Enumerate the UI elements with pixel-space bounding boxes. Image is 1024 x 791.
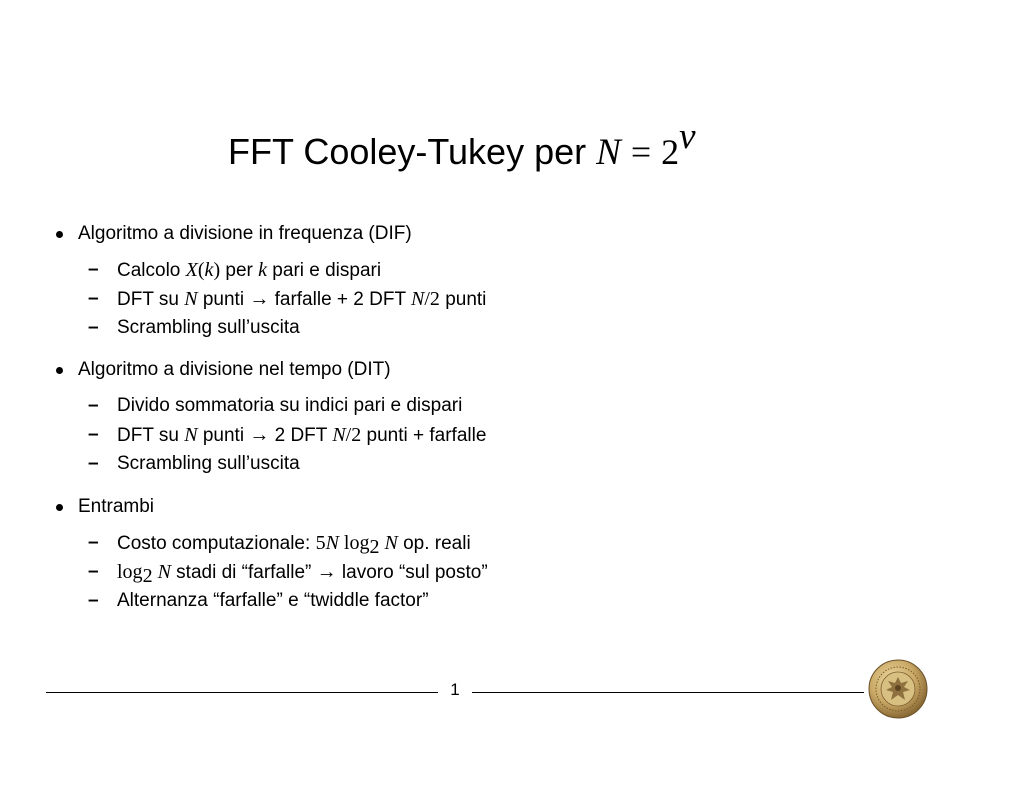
dash-icon: – <box>88 288 99 309</box>
item-text: pari e dispari <box>267 260 382 281</box>
bullet-dot-icon <box>56 367 63 374</box>
item-text: Scrambling sull’uscita <box>117 317 300 338</box>
item-text: 2 DFT <box>269 425 333 446</box>
math-k: k <box>204 259 214 281</box>
math-paren-open: ( <box>197 259 205 281</box>
math-log-base: 2 <box>142 565 153 587</box>
math-half: /2 <box>345 424 362 446</box>
dash-icon: – <box>88 259 99 280</box>
dash-icon: – <box>88 317 99 338</box>
item-text: stadi di “farfalle” <box>170 562 317 583</box>
math-k: k <box>258 259 268 281</box>
item-text: lavoro “sul posto” <box>336 562 488 583</box>
item-text: Calcolo <box>117 260 186 281</box>
item-text: Costo computazionale: <box>117 533 316 554</box>
bullet-label: Algoritmo a divisione nel tempo (DIT) <box>78 359 391 380</box>
arrow-right-icon: → <box>249 288 270 310</box>
item-text: punti + farfalle <box>361 425 487 446</box>
title-math-lhs: N <box>596 132 621 173</box>
item-text: op. reali <box>397 533 471 554</box>
math-log: log <box>117 561 143 583</box>
math-n: N <box>184 424 198 446</box>
item-text: punti <box>439 289 487 310</box>
bullet-label: Algoritmo a divisione in frequenza (DIF) <box>78 223 412 244</box>
item-text: Alternanza “farfalle” e “twiddle factor” <box>117 590 429 611</box>
dash-icon: – <box>88 395 99 416</box>
math-x: X <box>185 259 198 281</box>
title-math-eq: = <box>630 132 652 172</box>
item-text: farfalle + 2 DFT <box>269 289 412 310</box>
math-log: log <box>338 532 370 554</box>
math-log-base: 2 <box>369 536 380 558</box>
item-text: punti <box>197 289 250 310</box>
dash-icon: – <box>88 424 99 445</box>
bullet-dot-icon <box>56 231 63 238</box>
item-text: per <box>220 260 259 281</box>
math-paren-close: ) <box>213 259 221 281</box>
math-n: N <box>152 561 171 583</box>
footer-rule-right <box>472 692 864 693</box>
math-n: N <box>411 288 425 310</box>
math-half: /2 <box>424 288 440 310</box>
item-text: punti <box>197 425 250 446</box>
page-number: 1 <box>450 680 460 699</box>
bullet-label: Entrambi <box>78 496 155 517</box>
math-n: N <box>184 288 198 310</box>
dash-icon: – <box>88 532 99 553</box>
item-text: DFT su <box>117 289 185 310</box>
footer-rule-left <box>46 692 438 693</box>
dash-icon: – <box>88 453 99 474</box>
arrow-right-icon: → <box>316 561 337 583</box>
item-text: DFT su <box>117 425 185 446</box>
math-n: N <box>325 532 339 554</box>
title-math-exp: ν <box>679 116 696 157</box>
bullet-dot-icon <box>56 504 63 511</box>
item-text: Divido sommatoria su indici pari e dispari <box>117 395 463 416</box>
item-text: Scrambling sull’uscita <box>117 453 300 474</box>
math-n: N <box>332 424 346 446</box>
math-five: 5 <box>315 532 326 554</box>
title-text: FFT Cooley-Tukey per <box>228 131 587 172</box>
dash-icon: – <box>88 590 99 611</box>
math-n: N <box>379 532 398 554</box>
title-math-base: 2 <box>661 132 680 172</box>
arrow-right-icon: → <box>249 424 270 446</box>
dash-icon: – <box>88 561 99 582</box>
university-seal-icon <box>868 659 928 719</box>
